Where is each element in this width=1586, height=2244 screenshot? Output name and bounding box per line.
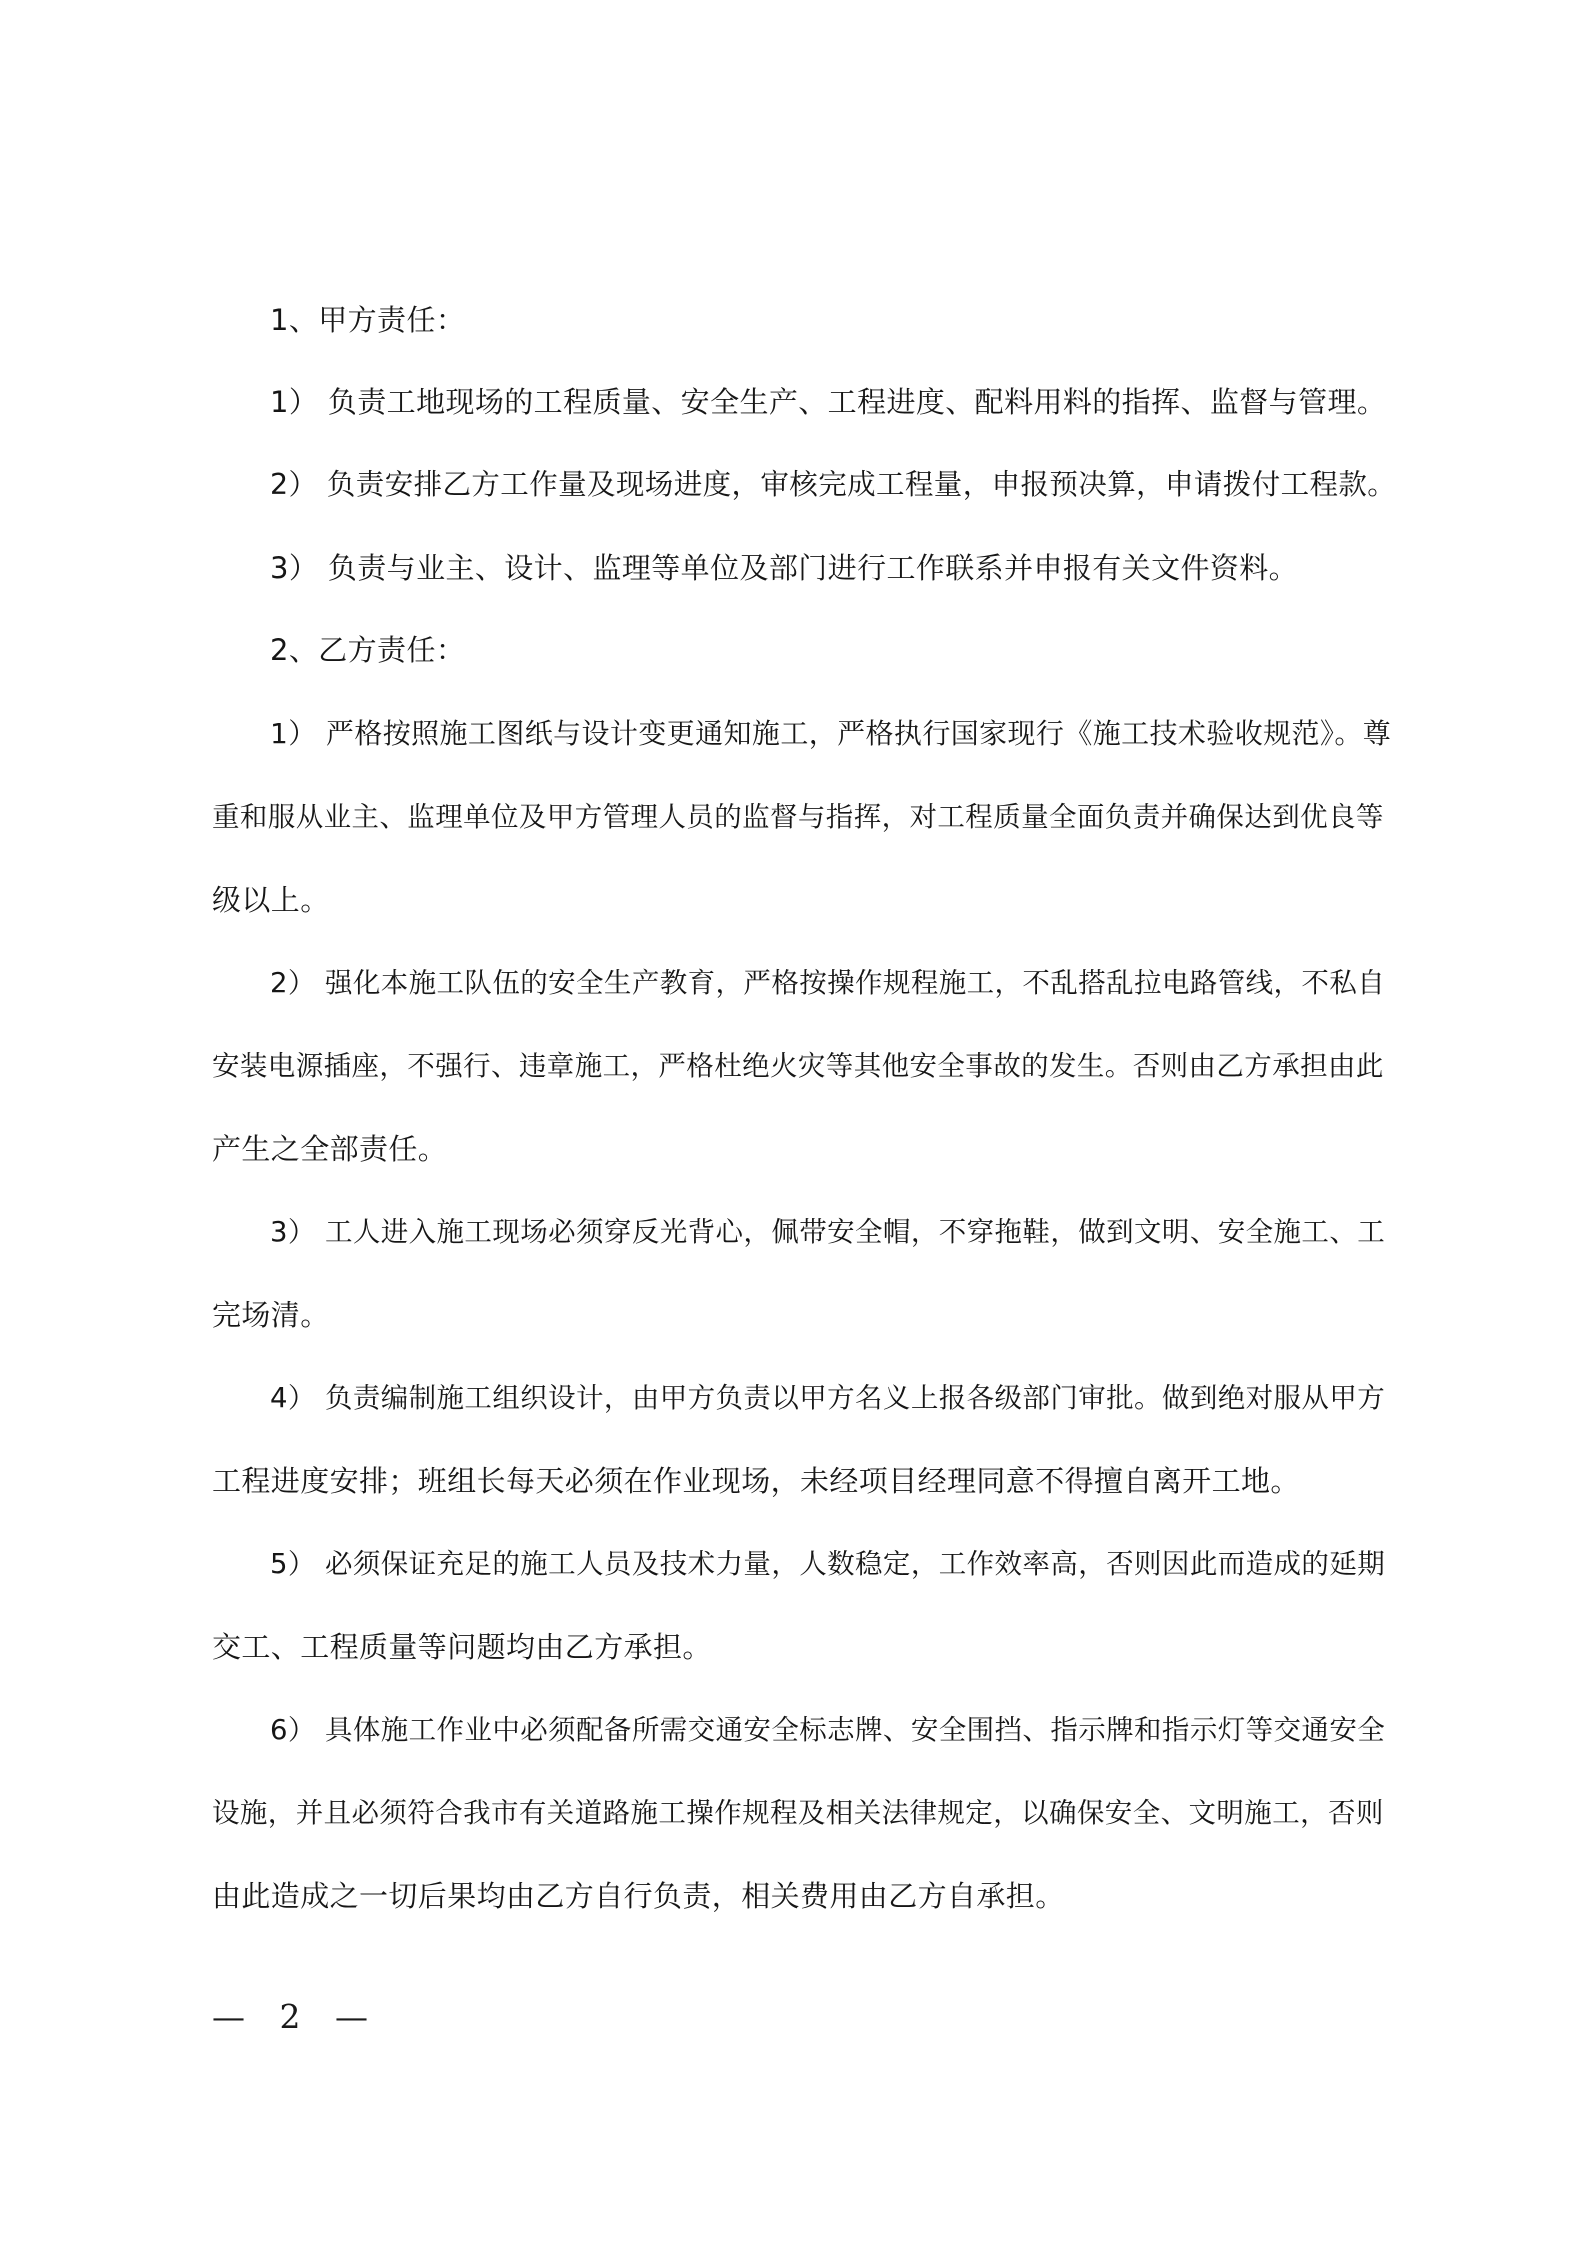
party-b-item-1-line-1: 1） 严格按照施工图纸与设计变更通知施工，严格执行国家现行《施工技术验收规范》。尊: [270, 717, 1392, 750]
section-heading-party-b: 2、乙方责任：: [270, 633, 466, 667]
party-b-item-4-line-1: 4） 负责编制施工组织设计，由甲方负责以甲方名义上报各级部门审批。做到绝对服从甲方: [270, 1382, 1386, 1414]
party-b-item-3-line-2: 完场清。: [212, 1298, 330, 1332]
party-b-item-1-line-2: 重和服从业主、监理单位及甲方管理人员的监督与指挥，对工程质量全面负责并确保达到优良等: [212, 801, 1384, 833]
party-a-item-1: 1） 负责工地现场的工程质量、安全生产、工程进度、配料用料的指挥、监督与管理。: [270, 385, 1387, 419]
party-b-item-6-line-2: 设施，并且必须符合我市有关道路施工操作规程及相关法律规定，以确保安全、文明施工，否则: [212, 1797, 1384, 1829]
party-b-item-5-line-1: 5） 必须保证充足的施工人员及技术力量，人数稳定，工作效率高，否则因此而造成的延期: [270, 1548, 1386, 1580]
party-b-item-2-line-2: 安装电源插座，不强行、违章施工，严格杜绝火灾等其他安全事故的发生。否则由乙方承担由此: [212, 1050, 1384, 1082]
party-b-item-5-line-2: 交工、工程质量等问题均由乙方承担。: [212, 1630, 712, 1664]
page-number: — 2 —: [212, 1997, 380, 2036]
party-a-item-3: 3） 负责与业主、设计、监理等单位及部门进行工作联系并申报有关文件资料。: [270, 551, 1299, 585]
party-b-item-1-line-3: 级以上。: [212, 883, 330, 917]
party-b-item-4-line-2: 工程进度安排；班组长每天必须在作业现场，未经项目经理同意不得擅自离开工地。: [212, 1464, 1300, 1498]
party-b-item-6-line-1: 6） 具体施工作业中必须配备所需交通安全标志牌、安全围挡、指示牌和指示灯等交通安全: [270, 1714, 1386, 1746]
party-b-item-6-line-3: 由此造成之一切后果均由乙方自行负责，相关费用由乙方自承担。: [212, 1879, 1065, 1913]
party-b-item-2-line-3: 产生之全部责任。: [212, 1132, 448, 1166]
party-a-item-2: 2） 负责安排乙方工作量及现场进度，审核完成工程量，申报预决算，申请拨付工程款。: [270, 468, 1397, 501]
party-b-item-2-line-1: 2） 强化本施工队伍的安全生产教育，严格按操作规程施工，不乱搭乱拉电路管线，不私自: [270, 967, 1386, 999]
party-b-item-3-line-1: 3） 工人进入施工现场必须穿反光背心，佩带安全帽，不穿拖鞋，做到文明、安全施工、工: [270, 1216, 1386, 1248]
section-heading-party-a: 1、甲方责任：: [270, 303, 466, 337]
